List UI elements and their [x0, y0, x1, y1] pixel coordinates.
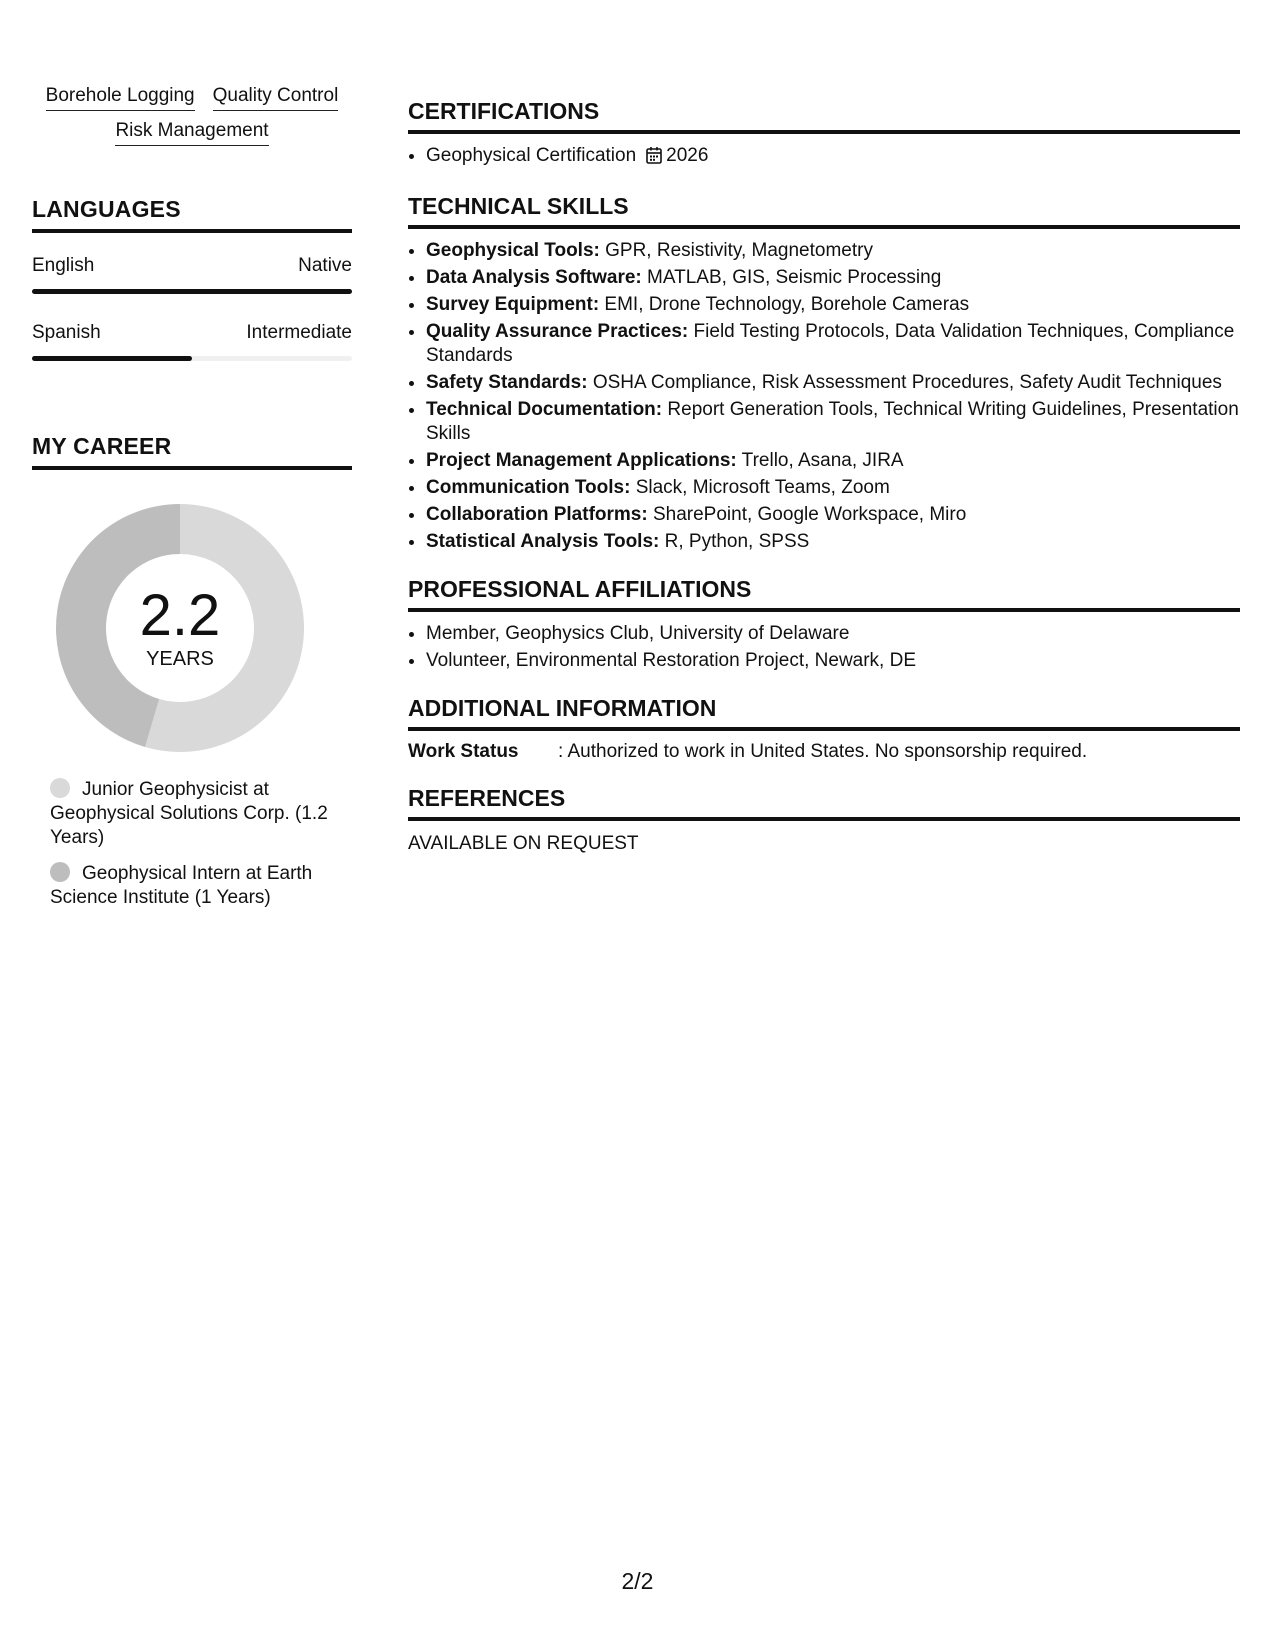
certification-year: 2026	[666, 145, 709, 166]
affiliations-heading: PROFESSIONAL AFFILIATIONS	[408, 576, 1240, 612]
affiliation-item: • Member, Geophysics Club, University of Delaware	[426, 622, 1240, 646]
legend-label: Junior Geophysicist at Geophysical Solutions Corp. (1.2 Years)	[50, 779, 328, 848]
skill-label: Statistical Analysis Tools:	[426, 531, 660, 552]
skill-item	[426, 398, 1240, 446]
language-bar	[32, 356, 352, 361]
legend-swatch	[50, 862, 70, 882]
left-column	[32, 84, 352, 922]
skill-item	[426, 503, 1240, 527]
legend-swatch	[50, 778, 70, 798]
language-name: Spanish	[32, 322, 101, 343]
language-level: Intermediate	[246, 322, 352, 343]
skill-value: R, Python, SPSS	[659, 531, 810, 552]
skill-value: MATLAB, GIS, Seismic Processing	[641, 267, 942, 288]
language-bar-fill	[32, 356, 192, 361]
career-heading: MY CAREER	[32, 433, 352, 470]
skill-label: Safety Standards:	[426, 372, 588, 393]
certification-name: Geophysical Certification	[426, 145, 637, 166]
languages-section	[32, 196, 352, 361]
work-status-label: Work Status	[408, 741, 519, 762]
page-number: 2/2	[621, 1568, 654, 1594]
career-section	[32, 433, 352, 910]
skill-tag: Quality Control	[213, 84, 339, 111]
skill-label: Survey Equipment:	[426, 294, 600, 315]
affiliations-section	[408, 576, 1240, 673]
references-section	[408, 785, 1240, 855]
references-heading: REFERENCES	[408, 785, 1240, 821]
skill-label: Quality Assurance Practices:	[426, 321, 689, 342]
skill-value: GPR, Resistivity, Magnetometry	[599, 240, 873, 261]
additional-info-heading: ADDITIONAL INFORMATION	[408, 695, 1240, 731]
skill-item	[426, 266, 1240, 290]
legend-item	[50, 778, 340, 850]
skill-label: Collaboration Platforms:	[426, 504, 648, 525]
additional-info-section	[408, 695, 1240, 763]
career-legend	[50, 778, 340, 910]
skill-value: Slack, Microsoft Teams, Zoom	[630, 477, 890, 498]
language-bar-fill	[32, 289, 352, 294]
skill-label: Data Analysis Software:	[426, 267, 642, 288]
work-status-value: : Authorized to work in United States. No sponsorship required.	[558, 741, 1088, 762]
language-level: Native	[298, 255, 352, 276]
skill-item	[426, 530, 1240, 554]
skill-item	[426, 320, 1240, 368]
legend-item	[50, 862, 340, 910]
skill-label: Technical Documentation:	[426, 399, 663, 420]
language-bar	[32, 289, 352, 294]
certifications-section	[408, 98, 1240, 171]
skill-value: Field Testing Protocols, Data Validation Techniques, Compliance Standards	[426, 321, 1235, 366]
language-item	[32, 255, 352, 294]
skill-label: Project Management Applications:	[426, 450, 737, 471]
skill-item	[426, 476, 1240, 500]
technical-skills-heading: TECHNICAL SKILLS	[408, 193, 1240, 229]
skill-tag: Risk Management	[115, 119, 268, 146]
skill-value: SharePoint, Google Workspace, Miro	[647, 504, 967, 525]
technical-skills-section	[408, 193, 1240, 554]
certification-item	[426, 144, 1240, 171]
skill-item	[426, 449, 1240, 473]
references-text: AVAILABLE ON REQUEST	[408, 833, 639, 854]
skill-item	[426, 293, 1240, 317]
career-total: 2.2	[139, 582, 221, 648]
skill-value: OSHA Compliance, Risk Assessment Procedures, Safety Audit Techniques	[587, 372, 1222, 393]
skill-tags	[32, 84, 352, 146]
work-status-row	[408, 741, 1240, 763]
skill-tag: Borehole Logging	[46, 84, 195, 111]
affiliation-item: • Volunteer, Environmental Restoration Project, Newark, DE	[426, 649, 1240, 673]
calendar-icon	[646, 146, 662, 171]
skill-label: Communication Tools:	[426, 477, 631, 498]
career-donut-chart	[56, 504, 304, 752]
legend-label: Geophysical Intern at Earth Science Institute (1 Years)	[50, 863, 313, 908]
skill-value: Trello, Asana, JIRA	[736, 450, 904, 471]
skill-item	[426, 371, 1240, 395]
right-column	[408, 98, 1240, 877]
career-unit: YEARS	[146, 647, 214, 670]
language-item	[32, 322, 352, 361]
skill-item	[426, 239, 1240, 263]
skill-value: EMI, Drone Technology, Borehole Cameras	[599, 294, 970, 315]
language-name: English	[32, 255, 95, 276]
certifications-heading: CERTIFICATIONS	[408, 98, 1240, 134]
skill-label: Geophysical Tools:	[426, 240, 600, 261]
languages-heading: LANGUAGES	[32, 196, 352, 233]
skill-value: Report Generation Tools, Technical Writing Guidelines, Presentation Skills	[426, 399, 1239, 444]
